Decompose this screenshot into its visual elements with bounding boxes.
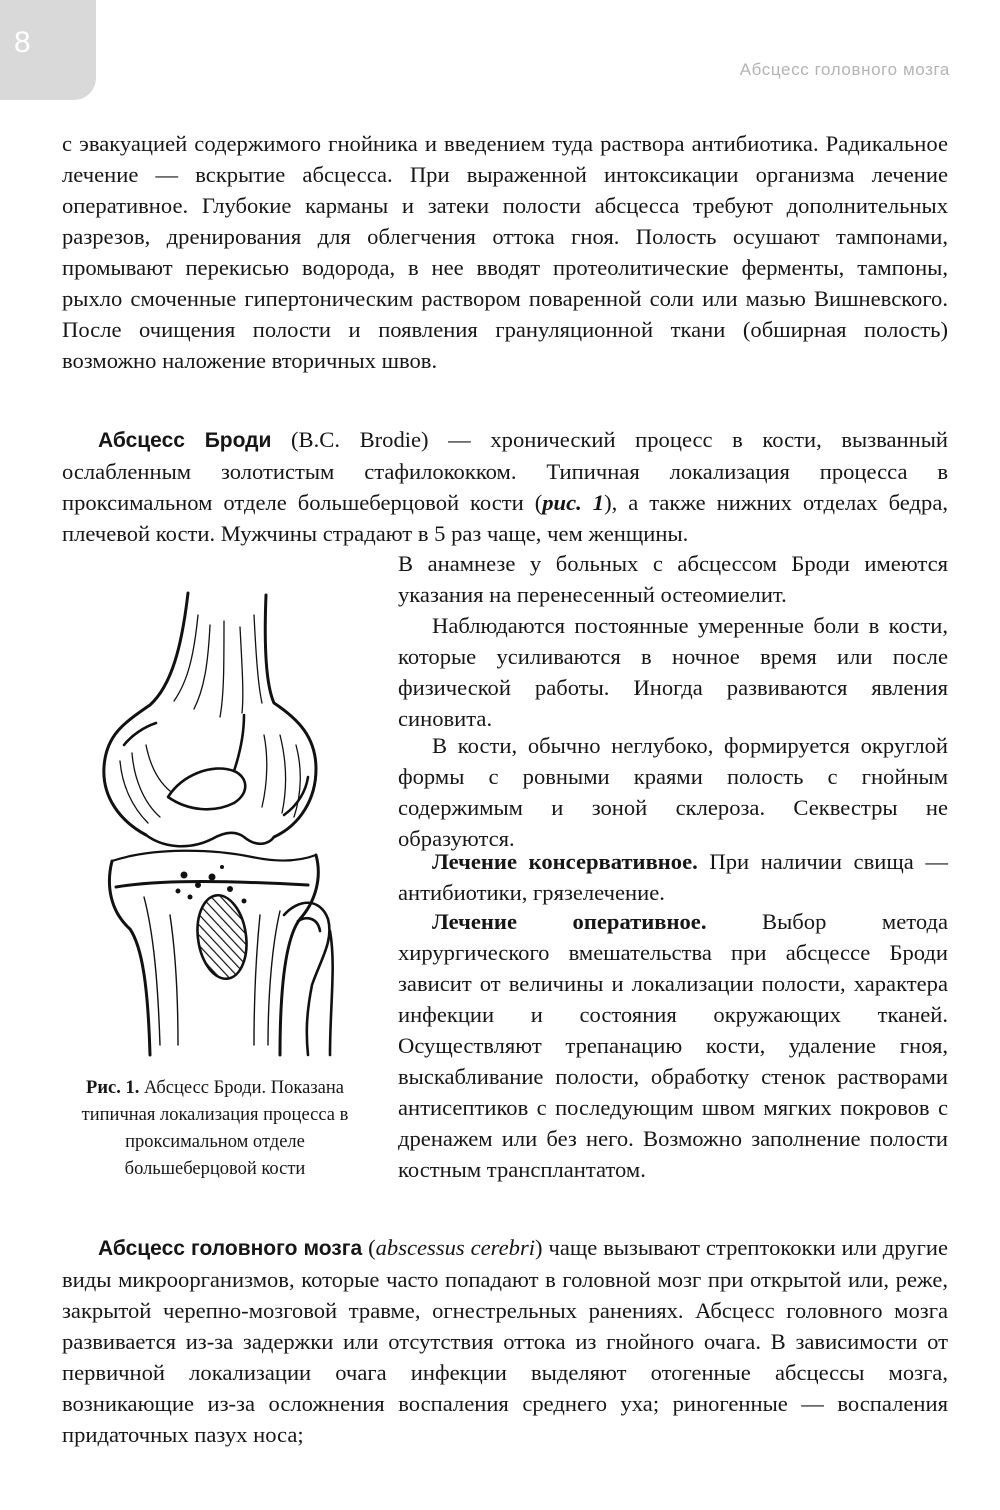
paragraph-brodie bbox=[62, 424, 948, 549]
knee-meniscus bbox=[112, 851, 316, 861]
figure-caption-text: Абсцесс Броди. Показана типичная локализация процесса в проксимальном отделе большеберцовой кости bbox=[81, 1078, 349, 1179]
operative-treatment-heading: Лечение оперативное. bbox=[432, 909, 707, 934]
brodie-text-after-ref: ), а также нижних отделах бедра, плечевой кости. Мужчины страдают в 5 раз чаще, чем женщины. bbox=[62, 490, 949, 546]
running-title: Абсцесс головного мозга bbox=[739, 60, 950, 79]
figure-reference: рис. 1 bbox=[542, 490, 605, 515]
paragraph-operative-treatment bbox=[398, 906, 948, 1185]
conservative-treatment-heading: Лечение консервативное. bbox=[432, 849, 698, 874]
term-brodie-abscess: Абсцесс Броди bbox=[98, 429, 272, 452]
figure-caption bbox=[62, 1075, 368, 1183]
femur-shading bbox=[120, 615, 300, 823]
paragraph-brain-abscess bbox=[62, 1232, 948, 1450]
brain-open-paren: ( bbox=[362, 1235, 376, 1260]
paragraph-conservative-treatment bbox=[398, 846, 948, 908]
fibula bbox=[284, 903, 333, 1055]
brain-abscess-text: ) чаще вызывают стрептококки или другие виды микроорганизмов, которые часто попадают в головной мозг при открытой или, реже, закрытой черепно-мозговой травме, огнестрельных ранениях. Абсцесс головного мозга развивается из-за задержки или отсутствия оттока из гнойного очага. В зависимости от первичной локализации очага инфекции выделяют отогенные абсцессы мозга, возникающие из-за осложнения воспаления среднего уха; риногенные — воспаления придаточных пазух носа; bbox=[62, 1235, 948, 1447]
paragraph-cavity: В кости, обычно неглубоко, формируется округлой формы с ровными краями полость с гнойным содержимым и зоной склероза. Секвестры не образуются. bbox=[398, 733, 948, 851]
figure-label: Рис. 1. bbox=[86, 1078, 140, 1098]
brodie-text-before-ref: (B.C. Brodie) — хронический процесс в кости, вызванный ослабленным золотистым стафилококком. Типичная локализация процесса в проксимальном отделе большеберцовой кости ( bbox=[62, 427, 948, 515]
latin-term: abscessus cerebri bbox=[375, 1235, 536, 1260]
brodie-abscess-cavity bbox=[192, 892, 251, 982]
paragraph-anamnesis: В анамнезе у больных с абсцессом Броди имеются указания на перенесенный остеомиелит. bbox=[398, 551, 948, 607]
page-number-tab bbox=[0, 0, 96, 100]
term-brain-abscess: Абсцесс головного мозга bbox=[98, 1237, 363, 1260]
knee-joint-illustration bbox=[84, 585, 384, 1065]
page-number: 8 bbox=[14, 26, 31, 59]
operative-treatment-text: Выбор метода хирургического вмешательства при абсцессе Броди зависит от величины и локализации полости, характера инфекции и состояния окружающих тканей. Осуществляют трепанацию кости, удаление гноя, выскабливание полости, обработку стенок растворами антисептиков с последующим швом мягких покровов с дренажем или без него. Возможно заполнение полости костным трансплантатом. bbox=[398, 909, 948, 1182]
paragraph-treatment: с эвакуацией содержимого гнойника и введением туда раствора антибиотика. Радикальное лечение — вскрытие абсцесса. При выраженной интоксикации организма лечение оперативное. Глубокие карманы и затеки полости абсцесса требуют дополнительных разрезов, дренирования для облегчения оттока гноя. Полость осушают тампонами, промывают перекисью водорода, в нее вводят протеолитические ферменты, тампоны, рыхло смоченные гипертоническим раствором поваренной соли или мазью Вишневского. После очищения полости и появления грануляционной ткани (обширная полость) возможно наложение вторичных швов. bbox=[62, 131, 948, 373]
paragraph-pain: Наблюдаются постоянные умеренные боли в кости, которые усиливаются в ночное время или после физической работы. Иногда развиваются явления синовита. bbox=[398, 613, 948, 731]
conservative-treatment-text: При наличии свища — антибиотики, грязелечение. bbox=[398, 849, 948, 905]
